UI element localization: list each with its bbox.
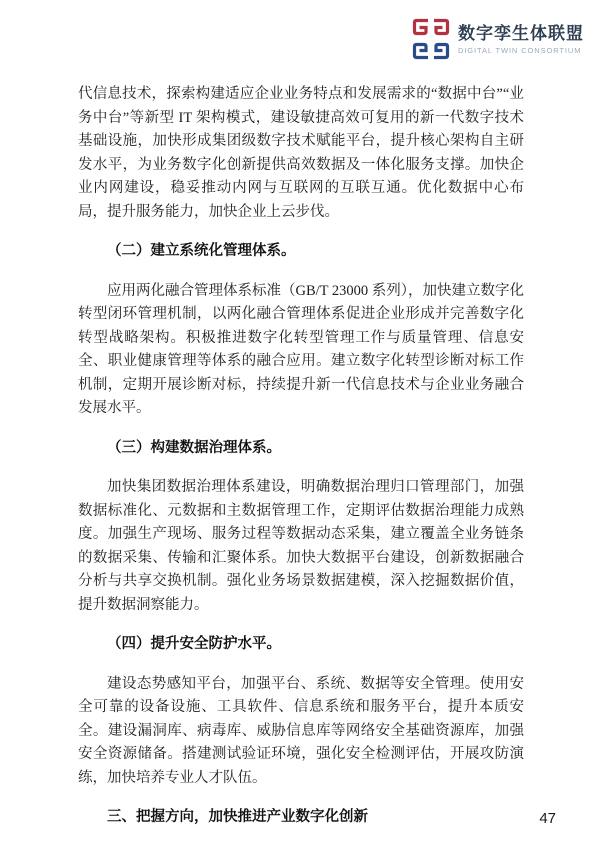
paragraph: 建设态势感知平台，加强平台、系统、数据等安全管理。使用安全可靠的设备设施、工具软件、信息系统和服务平台，提升本质安全。建设漏洞库、病毒库、威胁信息库等网络安全基础资源库，加强安全资源储备。搭建测试验证环境，强化安全检测评估，开展攻防演练，加快培养专业人才队伍。 bbox=[78, 675, 524, 786]
document-body bbox=[78, 83, 524, 846]
paragraph: 加快集团数据治理体系建设，明确数据治理归口管理部门，加强数据标准化、元数据和主数据管理工作，定期评估数据治理能力成熟度。加强生产现场、服务过程等数据动态采集，建立覆盖全业务链条的数据采集、传输和汇聚体系。加快大数据平台建设，创新数据融合分析与共享交换机制。强化业务场景数据建模，深入挖掘数据价值，提升数据洞察能力。 bbox=[78, 479, 524, 613]
logo-text bbox=[458, 23, 584, 55]
logo-subtitle: DIGITAL TWIN CONSORTIUM bbox=[458, 46, 582, 55]
page-number: 47 bbox=[539, 810, 556, 827]
logo bbox=[411, 17, 584, 61]
paragraph: 应用两化融合管理体系标准（GB/T 23000 系列），加快建立数字化转型闭环管理机制，以两化融合管理体系促进企业形成并完善数字化转型战略架构。积极推进数字化转型管理工作与质量管理、信息安全、职业健康管理等体系的融合应用。建立数字化转型诊断对标工作机制，定期开展诊断对标，持续提升新一代信息技术与企业业务融合发展水平。 bbox=[78, 282, 525, 416]
section-heading: （二）建立系统化管理体系。 bbox=[107, 243, 296, 259]
logo-glyph-top-left bbox=[415, 21, 429, 34]
logo-title: 数字孪生体联盟 bbox=[458, 24, 584, 43]
section-heading: 三、把握方向，加快推进产业数字化创新 bbox=[107, 809, 368, 825]
logo-glyph-bottom-left bbox=[415, 45, 429, 58]
logo-glyph-bottom-right bbox=[434, 45, 448, 58]
paragraph: 代信息技术，探索构建适应企业业务特点和发展需求的“数据中台”“业务中台”等新型 IT 架构模式，建设敏捷高效可复用的新一代数字技术基础设施，加快形成集团级数字技术赋能平台，提升核心架构自主研发水平，为业务数字化创新提供高效数据及一体化服务支撑。加快企业内网建设，稳妥推动内网与互联网的互联互通。优化数据中心布局，提升服务能力，加快企业上云步伐。 bbox=[78, 86, 524, 220]
logo-glyph-top-right bbox=[434, 21, 448, 34]
section-heading: （四）提升安全防护水平。 bbox=[107, 636, 281, 652]
digital-twin-consortium-logo-icon bbox=[411, 17, 451, 61]
section-heading: （三）构建数据治理体系。 bbox=[107, 439, 281, 456]
